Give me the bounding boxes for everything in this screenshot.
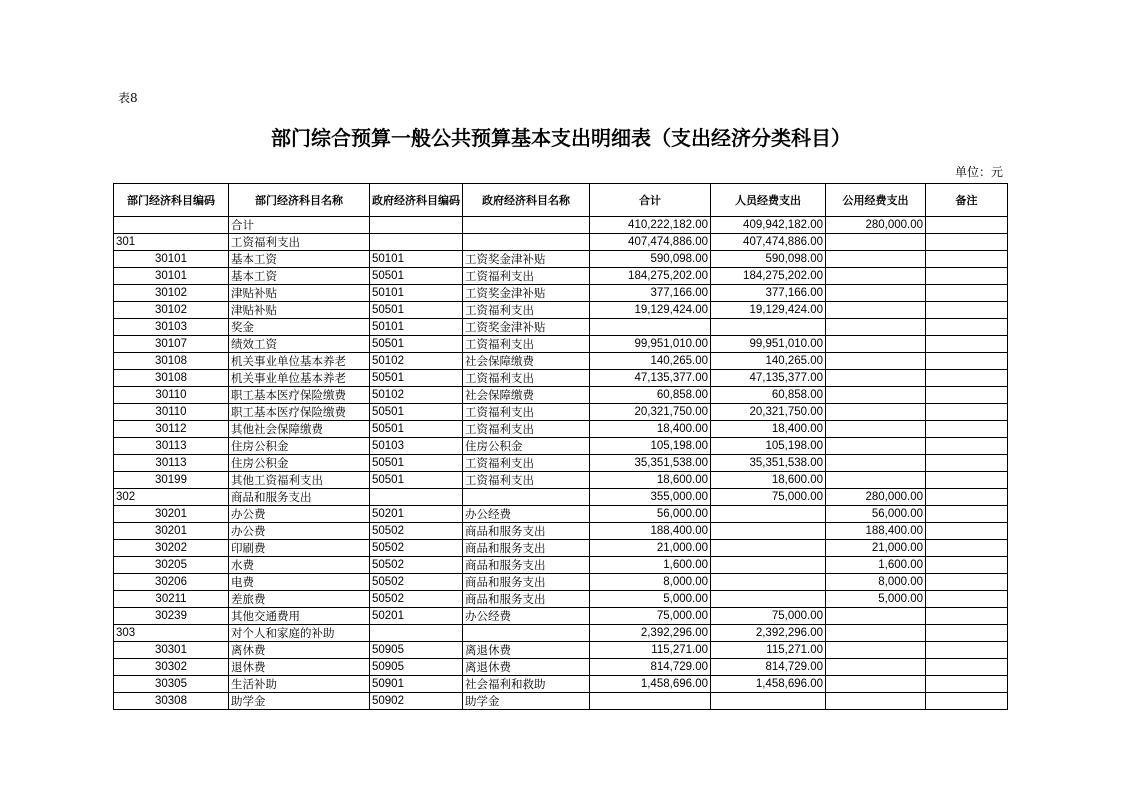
public-cell [826,387,926,404]
total-cell: 8,000.00 [590,574,711,591]
table-row [114,302,1008,319]
total-cell: 115,271.00 [590,642,711,659]
gov-name-cell: 助学金 [463,693,590,710]
note-cell [926,336,1008,353]
total-cell: 140,265.00 [590,353,711,370]
col-header-personnel: 人员经费支出 [711,184,826,217]
dept-code-cell: 30101 [114,268,229,285]
note-cell [926,608,1008,625]
total-cell: 5,000.00 [590,591,711,608]
note-cell [926,540,1008,557]
total-cell: 2,392,296.00 [590,625,711,642]
gov-name-cell: 离退休费 [463,642,590,659]
gov-name-cell: 社会保障缴费 [463,353,590,370]
dept-code-cell: 30110 [114,404,229,421]
gov-code-cell [370,234,463,251]
note-cell [926,319,1008,336]
public-cell: 280,000.00 [826,489,926,506]
gov-name-cell: 工资奖金津补贴 [463,251,590,268]
dept-name-cell: 机关事业单位基本养老 [229,370,370,387]
dept-name-cell: 职工基本医疗保险缴费 [229,387,370,404]
gov-code-cell: 50502 [370,557,463,574]
gov-name-cell: 商品和服务支出 [463,540,590,557]
gov-code-cell: 50502 [370,540,463,557]
dept-name-cell: 助学金 [229,693,370,710]
public-cell: 188,400.00 [826,523,926,540]
dept-name-cell: 办公费 [229,523,370,540]
col-header-public: 公用经费支出 [826,184,926,217]
gov-code-cell: 50502 [370,591,463,608]
total-cell: 1,600.00 [590,557,711,574]
total-cell: 99,951,010.00 [590,336,711,353]
dept-code-cell: 30199 [114,472,229,489]
public-cell [826,625,926,642]
dept-name-cell: 办公费 [229,506,370,523]
dept-name-cell: 绩效工资 [229,336,370,353]
gov-name-cell: 工资福利支出 [463,302,590,319]
public-cell [826,336,926,353]
public-cell: 56,000.00 [826,506,926,523]
table-row [114,540,1008,557]
gov-name-cell: 工资福利支出 [463,472,590,489]
dept-code-cell: 30103 [114,319,229,336]
table-row [114,574,1008,591]
total-cell: 184,275,202.00 [590,268,711,285]
personnel-cell: 18,400.00 [711,421,826,438]
public-cell [826,234,926,251]
public-cell: 1,600.00 [826,557,926,574]
note-cell [926,472,1008,489]
table-row [114,251,1008,268]
note-cell [926,404,1008,421]
public-cell: 21,000.00 [826,540,926,557]
public-cell [826,659,926,676]
note-cell [926,268,1008,285]
dept-code-cell: 30107 [114,336,229,353]
gov-code-cell: 50501 [370,302,463,319]
gov-code-cell: 50201 [370,608,463,625]
gov-name-cell: 离退休费 [463,659,590,676]
public-cell [826,285,926,302]
personnel-cell: 47,135,377.00 [711,370,826,387]
gov-name-cell: 商品和服务支出 [463,557,590,574]
personnel-cell [711,506,826,523]
note-cell [926,591,1008,608]
dept-name-cell: 商品和服务支出 [229,489,370,506]
gov-code-cell: 50101 [370,319,463,336]
gov-code-cell [370,217,463,234]
total-cell: 590,098.00 [590,251,711,268]
gov-name-cell: 社会保障缴费 [463,387,590,404]
gov-name-cell: 工资福利支出 [463,404,590,421]
gov-code-cell: 50501 [370,472,463,489]
total-cell: 1,458,696.00 [590,676,711,693]
dept-code-cell: 30308 [114,693,229,710]
personnel-cell [711,557,826,574]
gov-code-cell: 50905 [370,659,463,676]
gov-name-cell: 工资奖金津补贴 [463,319,590,336]
gov-code-cell: 50901 [370,676,463,693]
gov-code-cell: 50905 [370,642,463,659]
page-title: 部门综合预算一般公共预算基本支出明细表（支出经济分类科目） [271,126,851,150]
table-row [114,642,1008,659]
gov-name-cell: 办公经费 [463,608,590,625]
dept-code-cell: 30302 [114,659,229,676]
public-cell [826,642,926,659]
dept-code-cell: 30305 [114,676,229,693]
personnel-cell: 60,858.00 [711,387,826,404]
dept-code-cell: 30102 [114,302,229,319]
gov-code-cell: 50501 [370,421,463,438]
table-row [114,234,1008,251]
note-cell [926,217,1008,234]
total-cell: 21,000.00 [590,540,711,557]
public-cell [826,455,926,472]
dept-name-cell: 其他社会保障缴费 [229,421,370,438]
personnel-cell: 814,729.00 [711,659,826,676]
note-cell [926,438,1008,455]
total-cell: 18,600.00 [590,472,711,489]
dept-code-cell: 30206 [114,574,229,591]
public-cell [826,302,926,319]
dept-code-cell: 30301 [114,642,229,659]
dept-code-cell: 30108 [114,370,229,387]
note-cell [926,625,1008,642]
note-cell [926,693,1008,710]
personnel-cell: 18,600.00 [711,472,826,489]
total-cell: 18,400.00 [590,421,711,438]
total-cell: 56,000.00 [590,506,711,523]
personnel-cell: 184,275,202.00 [711,268,826,285]
public-cell [826,421,926,438]
gov-name-cell [463,217,590,234]
dept-name-cell: 住房公积金 [229,455,370,472]
table-row [114,608,1008,625]
col-header-gov-code: 政府经济科目编码 [370,184,463,217]
dept-code-cell: 30101 [114,251,229,268]
gov-code-cell: 50201 [370,506,463,523]
gov-code-cell [370,625,463,642]
dept-name-cell: 基本工资 [229,251,370,268]
gov-code-cell [370,489,463,506]
table-row [114,506,1008,523]
personnel-cell [711,574,826,591]
gov-name-cell: 社会福利和救助 [463,676,590,693]
dept-code-cell [114,217,229,234]
table-row [114,370,1008,387]
gov-name-cell: 工资福利支出 [463,455,590,472]
gov-code-cell: 50501 [370,404,463,421]
gov-name-cell: 商品和服务支出 [463,523,590,540]
col-header-note: 备注 [926,184,1008,217]
note-cell [926,353,1008,370]
total-cell: 188,400.00 [590,523,711,540]
personnel-cell: 140,265.00 [711,353,826,370]
gov-name-cell: 办公经费 [463,506,590,523]
public-cell [826,676,926,693]
note-cell [926,574,1008,591]
dept-code-cell: 30205 [114,557,229,574]
table-row [114,676,1008,693]
dept-code-cell: 30113 [114,455,229,472]
gov-code-cell: 50501 [370,455,463,472]
public-cell [826,472,926,489]
dept-name-cell: 水费 [229,557,370,574]
total-cell: 19,129,424.00 [590,302,711,319]
table-row [114,404,1008,421]
table-row [114,336,1008,353]
note-cell [926,557,1008,574]
total-cell: 355,000.00 [590,489,711,506]
note-cell [926,234,1008,251]
dept-code-cell: 30110 [114,387,229,404]
note-cell [926,285,1008,302]
personnel-cell: 19,129,424.00 [711,302,826,319]
gov-code-cell: 50502 [370,523,463,540]
total-cell: 20,321,750.00 [590,404,711,421]
dept-name-cell: 职工基本医疗保险缴费 [229,404,370,421]
personnel-cell [711,591,826,608]
gov-name-cell: 工资福利支出 [463,268,590,285]
dept-name-cell: 对个人和家庭的补助 [229,625,370,642]
table-row [114,353,1008,370]
note-cell [926,455,1008,472]
dept-code-cell: 30113 [114,438,229,455]
total-cell: 75,000.00 [590,608,711,625]
note-cell [926,642,1008,659]
public-cell: 280,000.00 [826,217,926,234]
gov-code-cell: 50501 [370,336,463,353]
public-cell [826,404,926,421]
personnel-cell: 407,474,886.00 [711,234,826,251]
dept-name-cell: 机关事业单位基本养老 [229,353,370,370]
dept-name-cell: 离休费 [229,642,370,659]
dept-name-cell: 合计 [229,217,370,234]
gov-code-cell: 50501 [370,268,463,285]
gov-code-cell: 50501 [370,370,463,387]
note-cell [926,523,1008,540]
table-row [114,438,1008,455]
personnel-cell [711,319,826,336]
total-cell: 60,858.00 [590,387,711,404]
public-cell [826,693,926,710]
public-cell [826,438,926,455]
note-cell [926,421,1008,438]
col-header-gov-name: 政府经济科目名称 [463,184,590,217]
col-header-total: 合计 [590,184,711,217]
gov-name-cell: 工资奖金津补贴 [463,285,590,302]
dept-name-cell: 工资福利支出 [229,234,370,251]
dept-code-cell: 30202 [114,540,229,557]
table-row [114,557,1008,574]
dept-name-cell: 生活补助 [229,676,370,693]
gov-code-cell: 50101 [370,251,463,268]
note-cell [926,676,1008,693]
table-row [114,472,1008,489]
personnel-cell [711,540,826,557]
personnel-cell [711,693,826,710]
table-label: 表8 [118,91,138,105]
public-cell: 8,000.00 [826,574,926,591]
gov-name-cell [463,489,590,506]
note-cell [926,302,1008,319]
dept-name-cell: 奖金 [229,319,370,336]
dept-code-cell: 302 [114,489,229,506]
total-cell: 410,222,182.00 [590,217,711,234]
total-cell: 814,729.00 [590,659,711,676]
header-row [114,184,1008,217]
table-row [114,659,1008,676]
dept-code-cell: 30239 [114,608,229,625]
unit-label: 单位：元 [955,165,1004,179]
gov-code-cell: 50101 [370,285,463,302]
dept-name-cell: 电费 [229,574,370,591]
table-row [114,693,1008,710]
personnel-cell: 75,000.00 [711,489,826,506]
gov-name-cell: 工资福利支出 [463,421,590,438]
personnel-cell: 99,951,010.00 [711,336,826,353]
col-header-dept-name: 部门经济科目名称 [229,184,370,217]
personnel-cell: 75,000.00 [711,608,826,625]
personnel-cell: 20,321,750.00 [711,404,826,421]
table-row [114,421,1008,438]
gov-name-cell: 商品和服务支出 [463,591,590,608]
personnel-cell: 1,458,696.00 [711,676,826,693]
total-cell: 47,135,377.00 [590,370,711,387]
gov-name-cell: 工资福利支出 [463,370,590,387]
dept-code-cell: 301 [114,234,229,251]
gov-name-cell: 住房公积金 [463,438,590,455]
table-row [114,489,1008,506]
gov-name-cell [463,234,590,251]
gov-code-cell: 50902 [370,693,463,710]
dept-code-cell: 30201 [114,523,229,540]
dept-name-cell: 印刷费 [229,540,370,557]
dept-name-cell: 住房公积金 [229,438,370,455]
public-cell [826,319,926,336]
personnel-cell: 115,271.00 [711,642,826,659]
public-cell [826,353,926,370]
dept-name-cell: 其他工资福利支出 [229,472,370,489]
dept-code-cell: 30211 [114,591,229,608]
gov-name-cell: 工资福利支出 [463,336,590,353]
table-row [114,455,1008,472]
total-cell: 35,351,538.00 [590,455,711,472]
public-cell [826,268,926,285]
note-cell [926,387,1008,404]
dept-code-cell: 303 [114,625,229,642]
personnel-cell: 409,942,182.00 [711,217,826,234]
personnel-cell: 2,392,296.00 [711,625,826,642]
dept-code-cell: 30108 [114,353,229,370]
table-row [114,268,1008,285]
public-cell: 5,000.00 [826,591,926,608]
table-row [114,523,1008,540]
personnel-cell [711,523,826,540]
total-cell [590,319,711,336]
public-cell [826,608,926,625]
table-row [114,591,1008,608]
budget-detail-table [113,183,1008,710]
personnel-cell: 377,166.00 [711,285,826,302]
personnel-cell: 105,198.00 [711,438,826,455]
dept-code-cell: 30112 [114,421,229,438]
dept-name-cell: 津贴补贴 [229,302,370,319]
total-cell: 105,198.00 [590,438,711,455]
table-row [114,387,1008,404]
note-cell [926,659,1008,676]
public-cell [826,251,926,268]
total-cell: 377,166.00 [590,285,711,302]
table-row [114,319,1008,336]
table-body [114,217,1008,710]
table-row [114,625,1008,642]
note-cell [926,251,1008,268]
personnel-cell: 35,351,538.00 [711,455,826,472]
dept-name-cell: 差旅费 [229,591,370,608]
dept-name-cell: 津贴补贴 [229,285,370,302]
note-cell [926,489,1008,506]
gov-name-cell [463,625,590,642]
total-cell: 407,474,886.00 [590,234,711,251]
dept-code-cell: 30102 [114,285,229,302]
personnel-cell: 590,098.00 [711,251,826,268]
public-cell [826,370,926,387]
note-cell [926,370,1008,387]
gov-code-cell: 50502 [370,574,463,591]
dept-name-cell: 其他交通费用 [229,608,370,625]
table-row [114,217,1008,234]
dept-name-cell: 退休费 [229,659,370,676]
gov-name-cell: 商品和服务支出 [463,574,590,591]
gov-code-cell: 50102 [370,353,463,370]
col-header-dept-code: 部门经济科目编码 [114,184,229,217]
total-cell [590,693,711,710]
table-row [114,285,1008,302]
gov-code-cell: 50102 [370,387,463,404]
gov-code-cell: 50103 [370,438,463,455]
dept-name-cell: 基本工资 [229,268,370,285]
dept-code-cell: 30201 [114,506,229,523]
note-cell [926,506,1008,523]
